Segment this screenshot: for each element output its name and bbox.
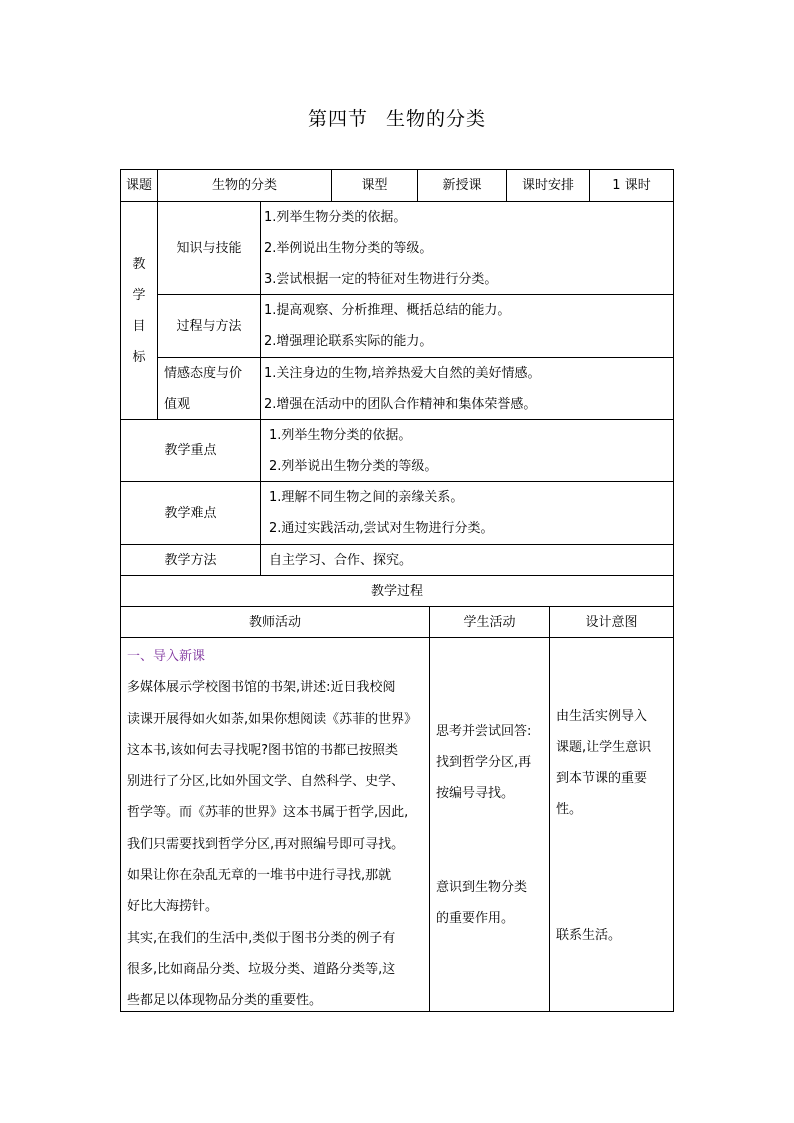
emotion-label-line: 情感态度与价 — [164, 366, 243, 381]
section-number: 第四节 — [307, 108, 368, 130]
design-intent-a — [550, 701, 657, 825]
goals-char: 目 — [132, 318, 146, 334]
teacher-column-header — [120, 606, 429, 637]
emotion-item: 1.关注身边的生物,培养热爱大自然的美好情感。 — [264, 366, 541, 381]
teacher-line: 些都足以体现物品分类的重要性。 — [127, 993, 323, 1009]
student-column-header — [429, 606, 549, 637]
key-points-label: 教学重点 — [164, 443, 217, 458]
method-content — [260, 544, 674, 575]
student-line: 按编号寻找。 — [436, 786, 515, 801]
process-header — [120, 575, 674, 606]
teaching-goals-label — [120, 201, 157, 419]
teacher-line: 好比大海捞针。 — [127, 899, 219, 915]
difficulty-item: 2.通过实践活动,尝试对生物进行分类。 — [269, 521, 494, 536]
lesson-type-value: 新授课 — [442, 178, 482, 193]
teacher-column-label: 教师活动 — [248, 614, 301, 630]
teacher-line: 其实,在我们的生活中,类似于图书分类的例子有 — [127, 930, 396, 946]
design-intent-cell — [549, 637, 674, 1012]
process-header-text: 教学过程 — [370, 583, 423, 599]
knowledge-item: 3.尝试根据一定的特征对生物进行分类。 — [264, 272, 498, 287]
teacher-line: 哲学等。而《苏菲的世界》这本书属于哲学,因此, — [127, 805, 409, 821]
schedule-label-cell — [506, 169, 589, 201]
emotion-label-line: 值观 — [164, 397, 191, 412]
topic-value: 生物的分类 — [211, 178, 277, 193]
key-points-label-cell — [120, 419, 260, 481]
topic-label-cell — [120, 169, 157, 201]
key-point-item: 1.列举生物分类的依据。 — [269, 428, 412, 443]
design-line: 到本节课的重要 — [556, 771, 648, 786]
emotion-content — [260, 357, 674, 419]
difficulty-item: 1.理解不同生物之间的亲缘关系。 — [269, 490, 464, 505]
section-title: 生物的分类 — [386, 108, 487, 130]
process-item: 2.增强理论联系实际的能力。 — [264, 334, 433, 349]
design-column-header — [549, 606, 674, 637]
key-point-item: 2.列举说出生物分类的等级。 — [269, 459, 438, 474]
teacher-line: 我们只需要找到哲学分区,再对照编号即可寻找。 — [127, 836, 405, 852]
design-line: 由生活实例导入 — [556, 709, 648, 724]
schedule-value: 1 课时 — [612, 178, 651, 193]
teacher-line: 多媒体展示学校图书馆的书架,讲述:近日我校阅 — [127, 680, 396, 696]
schedule-label: 课时安排 — [521, 178, 574, 193]
difficulties-content — [260, 481, 674, 544]
knowledge-content — [260, 201, 674, 294]
knowledge-label-cell — [157, 201, 260, 294]
student-activity-cell — [429, 637, 549, 1012]
design-line: 联系生活。 — [556, 928, 622, 943]
method-label-cell — [120, 544, 260, 575]
lesson-type-label: 课型 — [361, 178, 388, 193]
teacher-line: 这本书,该如何去寻找呢?图书馆的书都已按照类 — [127, 742, 399, 758]
student-line: 的重要作用。 — [436, 911, 515, 926]
teacher-activity-cell — [120, 637, 429, 1012]
page-title — [0, 104, 794, 131]
difficulties-label: 教学难点 — [164, 505, 217, 521]
student-line: 找到哲学分区,再 — [436, 755, 532, 770]
student-response-b — [430, 872, 533, 934]
goals-char: 学 — [132, 287, 146, 303]
lesson-type-value-cell — [417, 169, 506, 201]
student-line: 思考并尝试回答: — [436, 724, 532, 739]
student-response-a — [430, 716, 537, 809]
teacher-line: 很多,比如商品分类、垃圾分类、道路分类等,这 — [127, 961, 396, 977]
process-label: 过程与方法 — [176, 318, 242, 334]
lesson-type-label-cell — [331, 169, 417, 201]
design-line: 性。 — [556, 802, 583, 817]
knowledge-item: 2.举例说出生物分类的等级。 — [264, 241, 433, 256]
teacher-line: 别进行了分区,比如外国文学、自然科学、史学、 — [127, 774, 405, 790]
student-column-label: 学生活动 — [463, 614, 516, 630]
knowledge-label: 知识与技能 — [176, 240, 242, 256]
goals-char: 标 — [132, 349, 146, 365]
section-heading: 一、导入新课 — [127, 649, 206, 664]
process-label-cell — [157, 294, 260, 357]
student-line: 意识到生物分类 — [436, 880, 528, 895]
process-content — [260, 294, 674, 357]
schedule-value-cell — [589, 169, 674, 201]
method-value: 自主学习、合作、探究。 — [269, 553, 413, 568]
knowledge-item: 1.列举生物分类的依据。 — [264, 210, 407, 225]
design-column-label: 设计意图 — [585, 614, 638, 630]
emotion-item: 2.增强在活动中的团队合作精神和集体荣誉感。 — [264, 397, 537, 412]
process-item: 1.提高观察、分析推理、概括总结的能力。 — [264, 303, 511, 318]
key-points-content — [260, 419, 674, 481]
design-line: 课题,让学生意识 — [556, 740, 652, 755]
teacher-line: 读课开展得如火如荼,如果你想阅读《苏菲的世界》 — [127, 711, 418, 727]
topic-value-cell — [157, 169, 331, 201]
method-label: 教学方法 — [164, 552, 217, 568]
teacher-line: 如果让你在杂乱无章的一堆书中进行寻找,那就 — [127, 868, 392, 884]
difficulties-label-cell — [120, 481, 260, 544]
topic-label: 课题 — [125, 178, 152, 193]
emotion-label-cell — [157, 357, 260, 419]
goals-char: 教 — [132, 256, 146, 272]
design-intent-b — [550, 920, 627, 951]
